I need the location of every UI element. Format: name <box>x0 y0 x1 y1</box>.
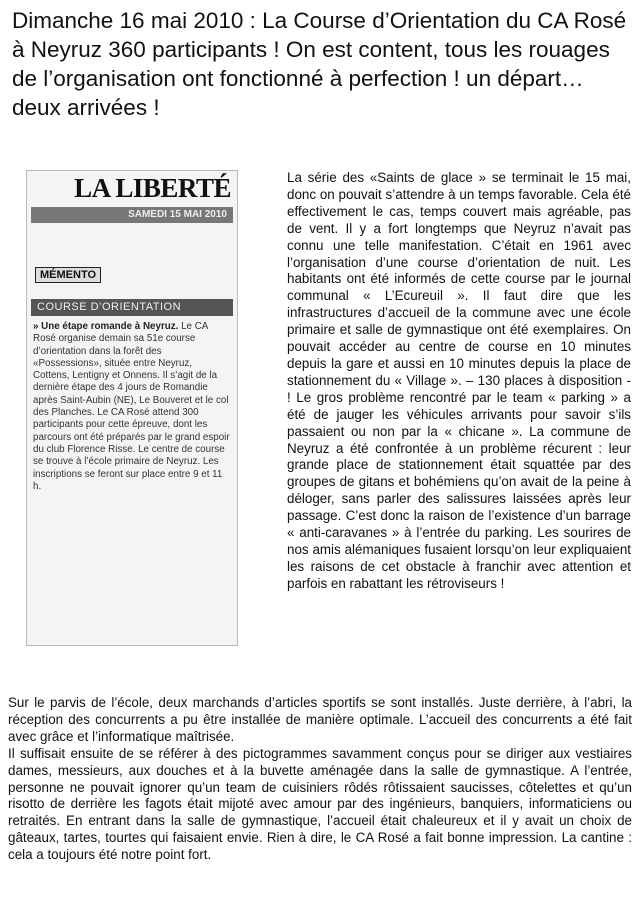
article-paragraph-2: Il suffisait ensuite de se référer à des pictogrammes savamment conçus pour se diriger aux vestiaires dames, messieurs, aux douches et à la buvette aménagée dans la salle de gymnastique. A l’entrée, personne ne pouvait ignorer qu’un team de cuisiniers rôdés rôtissaient saucisses, côtelettes et qu’un risotto de derrière les fagots était mijoté avec amour par des ingénieurs, banquiers, informaticiens ou retraités. En entrant dans la salle de gymnastique, l’accueil était chaleureux et il y avait un choix de gâteaux, tartes, tourtes qui faisaient envie. Rien à dire, le CA Rosé a fait bonne impression. La cantine : cela a toujours été notre point fort. <box>8 745 632 863</box>
clipping-lead: » Une étape romande à Neyruz. <box>33 321 179 332</box>
newspaper-clipping <box>26 170 238 646</box>
clipping-text: Le CA Rosé organise demain sa 51e course d’orientation dans la forêt des «Possessions», située entre Neyruz, Cottens, Lentigny et Onnens. Il s’agit de la dernière étape des 4 jours de Romandie après Saint-Aubin (NE), Le Bouveret et le col des Planches. Le CA Rosé attend 300 participants pour cette épreuve, dont les parcours ont été préparés par le grand espoir du club Florence Risse. Le centre de course se trouve à l’école primaire de Neyruz. Les inscriptions se feront sur place entre 9 et 11 h. <box>33 321 230 492</box>
newspaper-title: LA LIBERTÉ <box>74 173 231 203</box>
article-right-column: La série des «Saints de glace » se terminait le 15 mai, donc on pouvait s’attendre à un temps favorable. Cela été effectivement le cas, temps couvert mais agréable, pas de vent. Il y a fort longtemps que Neyruz n’avait pas connu une telle manifestation. C’était en 1961 avec l’organisation d’une course d’orientation de nuit. Les habitants ont été informés de cette course par le journal communal « L’Ecureuil ». Il faut dire que les infrastructures d’accueil de la commune avec une école primaire et salle de gymnastique ont été exemplaires. On pouvait accéder au centre de course en 10 minutes depuis la gare et aussi en 10 minutes depuis la place de stationnement du « Village ». – 130 places à disposition - ! Le gros problème rencontré par le team « parking » a été de jauger les véhicules arrivants pour savoir s’ils passaient ou non par la « chicane ». La commune de Neyruz a été confrontée à un problème récurent : leur grande place de stationnement était squattée par des groupes de gitans et bohémiens qu’on avait de la peine à déloger, sans parler des salissures laissées après leur passage. C’est donc la raison de l’existence d’un barrage « anti-caravanes » à l’entrée du parking. Les sourires de nos amis alémaniques fusaient lorsqu’on leur expliquaient les raisons de cet obstacle à franchir avec attention et parfois en rabattant les rétroviseurs ! <box>287 170 631 591</box>
clipping-body <box>33 321 231 493</box>
section-label: COURSE D’ORIENTATION <box>31 299 233 316</box>
headline: Dimanche 16 mai 2010 : La Course d’Orientation du CA Rosé à Neyruz 360 participants ! On est content, tous les rouages de l’organisation ont fonctionné à perfection ! un départ… deux arrivées ! <box>12 8 627 120</box>
article-paragraph-1: Sur le parvis de l’école, deux marchands d’articles sportifs se sont installés. Juste derrière, à l’abri, la réception des concurrents a pu être installée de manière optimale. L’accueil des concurrents a été fait avec grâce et l’informatique maîtrisée. <box>8 695 632 744</box>
memento-label: MÉMENTO <box>35 267 101 283</box>
newspaper-date-bar: SAMEDI 15 MAI 2010 <box>31 207 233 223</box>
article-bottom <box>8 695 632 864</box>
